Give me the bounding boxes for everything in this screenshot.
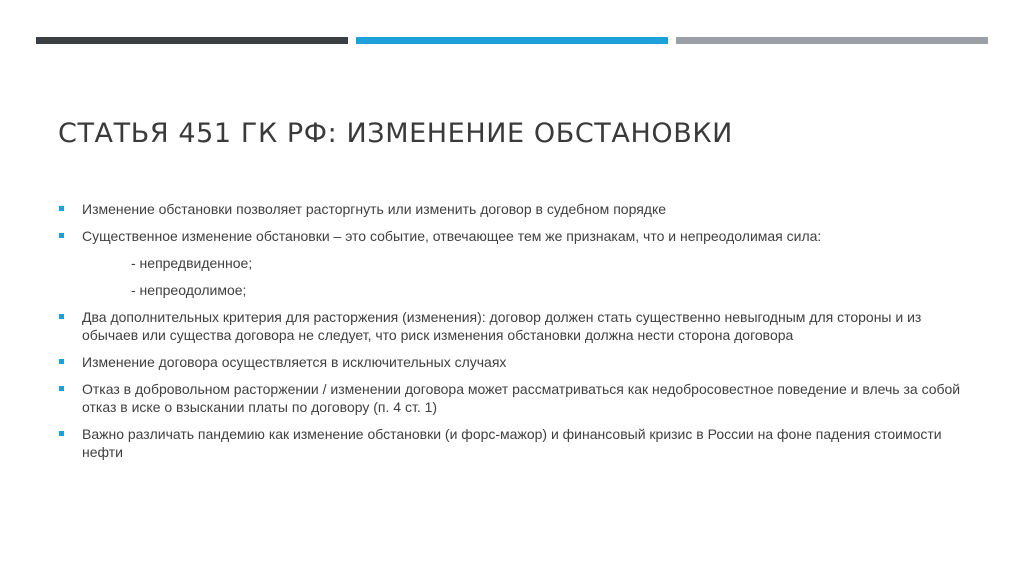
- bullet-text: Изменение обстановки позволяет расторгнуть или изменить договор в судебном порядке: [82, 201, 667, 217]
- bullet-item: [58, 227, 978, 245]
- sub-item: [58, 254, 978, 272]
- sub-item: [58, 281, 978, 299]
- bullet-item: [58, 353, 978, 371]
- bullet-marker-icon: [59, 431, 64, 436]
- bullet-marker-icon: [59, 386, 64, 391]
- bullet-list: [58, 200, 978, 461]
- bullet-text: Существенное изменение обстановки – это событие, отвечающее тем же признакам, что и непреодолимая сила:: [82, 228, 822, 244]
- dark-bar: [36, 37, 348, 44]
- sub-item-text: - непредвиденное;: [131, 255, 253, 271]
- sub-item-text: - непреодолимое;: [131, 282, 247, 298]
- slide-title: СТАТЬЯ 451 ГК РФ: ИЗМЕНЕНИЕ ОБСТАНОВКИ: [58, 118, 733, 149]
- bullet-text: Изменение договора осуществляется в исключительных случаях: [82, 354, 507, 370]
- bullet-marker-icon: [59, 359, 64, 364]
- bullet-item: [58, 308, 978, 344]
- slide-content: [58, 200, 978, 470]
- bullet-marker-icon: [59, 233, 64, 238]
- bullet-text: Два дополнительных критерия для расторжения (изменения): договор должен стать существенно невыгодным для стороны и из обычаев или существа договора не следует, что риск изменения обстановки должна нести сторона договора: [82, 309, 922, 343]
- bullet-item: [58, 200, 978, 218]
- bullet-item: [58, 380, 978, 416]
- bullet-marker-icon: [59, 206, 64, 211]
- gray-bar: [676, 37, 988, 44]
- bullet-marker-icon: [59, 314, 64, 319]
- bullet-text: Отказ в добровольном расторжении / изменении договора может рассматриваться как недобросовестное поведение и влечь за собой отказ в иске о взыскании платы по договору (п. 4 ст. 1): [82, 381, 961, 415]
- bullet-text: Важно различать пандемию как изменение обстановки (и форс-мажор) и финансовый кризис в России на фоне падения стоимости нефти: [82, 426, 942, 460]
- blue-bar: [356, 37, 668, 44]
- bullet-item: [58, 425, 978, 461]
- top-decorative-bars: [36, 37, 988, 44]
